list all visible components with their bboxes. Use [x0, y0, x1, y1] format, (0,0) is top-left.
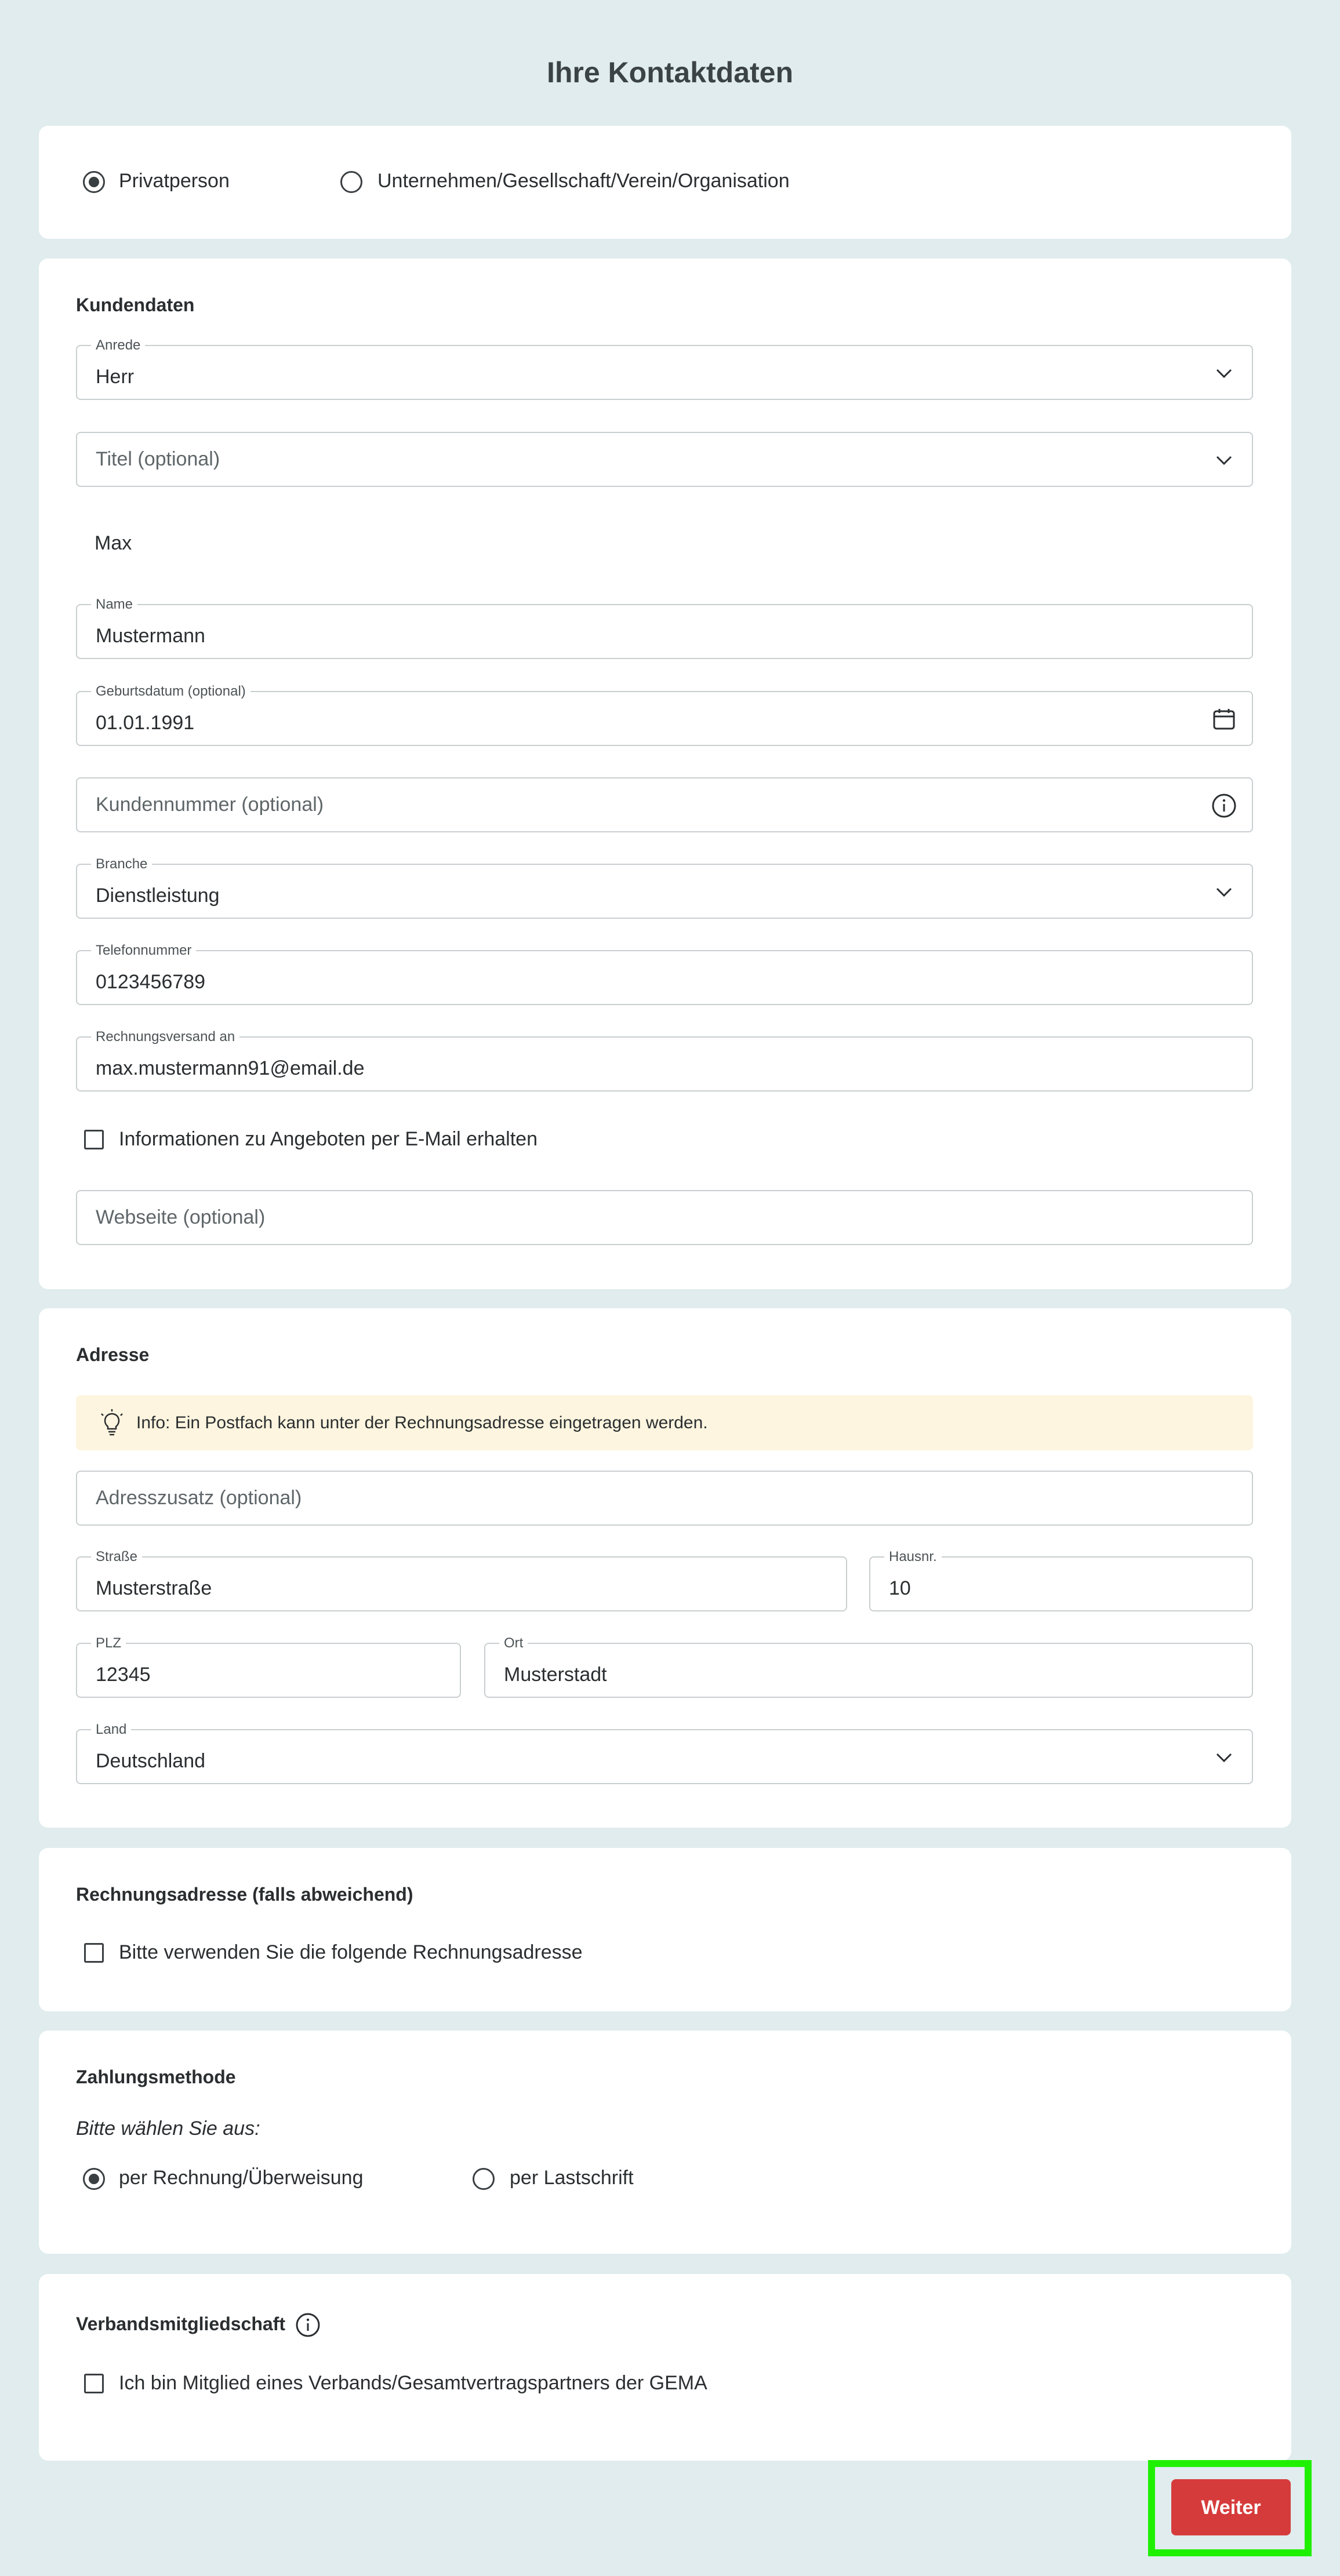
- geburtsdatum-label: Geburtsdatum (optional): [91, 684, 250, 699]
- radio-unternehmen[interactable]: [340, 171, 362, 193]
- hausnr-label: Hausnr.: [884, 1549, 942, 1564]
- kundendaten-card: [39, 259, 1291, 1289]
- kundennummer-field[interactable]: [76, 777, 1253, 832]
- info-icon[interactable]: [1211, 793, 1237, 818]
- kundennummer-placeholder: Kundennummer (optional): [96, 794, 324, 816]
- zahlung-hint: Bitte wählen Sie aus:: [76, 2117, 260, 2140]
- land-select[interactable]: [76, 1722, 1253, 1784]
- name-value: Mustermann: [96, 625, 205, 647]
- page-title: Ihre Kontaktdaten: [546, 56, 794, 89]
- postfach-info-banner: [76, 1395, 1253, 1450]
- verband-title: Verbandsmitgliedschaft: [76, 2313, 285, 2334]
- radio-rechnung-label[interactable]: per Rechnung/Überweisung: [119, 2167, 364, 2189]
- branche-value: Dienstleistung: [96, 885, 220, 907]
- strasse-field[interactable]: [76, 1549, 847, 1611]
- ort-label: Ort: [499, 1636, 528, 1651]
- verband-card: [39, 2274, 1291, 2461]
- hausnr-value: 10: [889, 1577, 911, 1599]
- rechnungsversand-field[interactable]: [76, 1029, 1253, 1091]
- newsletter-label[interactable]: Informationen zu Angeboten per E-Mail erhalten: [119, 1128, 538, 1150]
- chevron-down-icon: [1211, 1745, 1237, 1770]
- land-label: Land: [91, 1722, 131, 1737]
- webseite-field[interactable]: [76, 1190, 1253, 1245]
- radio-lastschrift-label[interactable]: per Lastschrift: [510, 2167, 634, 2189]
- calendar-icon[interactable]: [1211, 707, 1237, 732]
- name-field[interactable]: [76, 596, 1253, 659]
- plz-field[interactable]: [76, 1635, 461, 1698]
- adresse-title: Adresse: [76, 1344, 150, 1365]
- zahlungsmethode-title: Zahlungsmethode: [76, 2066, 236, 2087]
- newsletter-checkbox[interactable]: [84, 1130, 104, 1149]
- chevron-down-icon: [1211, 447, 1237, 473]
- anrede-label: Anrede: [91, 338, 145, 353]
- telefon-field[interactable]: [76, 943, 1253, 1005]
- telefon-value: 0123456789: [96, 971, 206, 993]
- radio-privatperson[interactable]: [83, 171, 105, 193]
- radio-unternehmen-label[interactable]: Unternehmen/Gesellschaft/Verein/Organisation: [377, 170, 790, 192]
- geburtsdatum-field[interactable]: [76, 683, 1253, 746]
- postfach-info-text: Info: Ein Postfach kann unter der Rechnungsadresse eingetragen werden.: [136, 1413, 708, 1432]
- verband-checkbox-label[interactable]: Ich bin Mitglied eines Verbands/Gesamtvertragspartners der GEMA: [119, 2372, 707, 2394]
- rechnungsversand-value: max.mustermann91@email.de: [96, 1057, 365, 1079]
- vorname-value: Max: [95, 532, 132, 554]
- ort-field[interactable]: [484, 1635, 1253, 1698]
- verband-checkbox[interactable]: [84, 2374, 104, 2393]
- plz-value: 12345: [96, 1664, 151, 1686]
- info-icon[interactable]: [295, 2312, 321, 2338]
- adresszusatz-field[interactable]: [76, 1471, 1253, 1526]
- ort-value: Musterstadt: [504, 1664, 607, 1686]
- strasse-value: Musterstraße: [96, 1577, 212, 1599]
- chevron-down-icon: [1211, 879, 1237, 905]
- chevron-down-icon: [1211, 361, 1237, 386]
- lightbulb-icon: [99, 1409, 125, 1437]
- adresszusatz-placeholder: Adresszusatz (optional): [96, 1487, 302, 1509]
- strasse-label: Straße: [91, 1549, 142, 1564]
- rechnungsadresse-checkbox-label[interactable]: Bitte verwenden Sie die folgende Rechnungsadresse: [119, 1941, 583, 1963]
- titel-select[interactable]: [76, 432, 1253, 487]
- rechnungsadresse-card: [39, 1848, 1291, 2011]
- zahlungsmethode-card: [39, 2031, 1291, 2254]
- titel-placeholder: Titel (optional): [96, 448, 220, 470]
- name-label: Name: [91, 597, 137, 612]
- branche-select[interactable]: [76, 856, 1253, 919]
- geburtsdatum-value: 01.01.1991: [96, 712, 195, 734]
- radio-lastschrift[interactable]: [473, 2168, 495, 2190]
- rechnungsadresse-checkbox[interactable]: [84, 1943, 104, 1963]
- radio-rechnung[interactable]: [83, 2168, 105, 2190]
- rechnungsadresse-title: Rechnungsadresse (falls abweichend): [76, 1884, 413, 1905]
- weiter-button[interactable]: Weiter: [1171, 2479, 1291, 2535]
- branche-label: Branche: [91, 857, 152, 872]
- land-value: Deutschland: [96, 1750, 206, 1772]
- rechnungsversand-label: Rechnungsversand an: [91, 1029, 239, 1045]
- hausnr-field[interactable]: [869, 1549, 1253, 1611]
- customer-type-card: [39, 126, 1291, 239]
- anrede-select[interactable]: [76, 337, 1253, 400]
- anrede-value: Herr: [96, 366, 135, 388]
- telefon-label: Telefonnummer: [91, 943, 196, 958]
- radio-privatperson-label[interactable]: Privatperson: [119, 170, 230, 192]
- adresse-card: [39, 1308, 1291, 1828]
- webseite-placeholder: Webseite (optional): [96, 1206, 266, 1228]
- kundendaten-title: Kundendaten: [76, 294, 195, 315]
- plz-label: PLZ: [91, 1636, 126, 1651]
